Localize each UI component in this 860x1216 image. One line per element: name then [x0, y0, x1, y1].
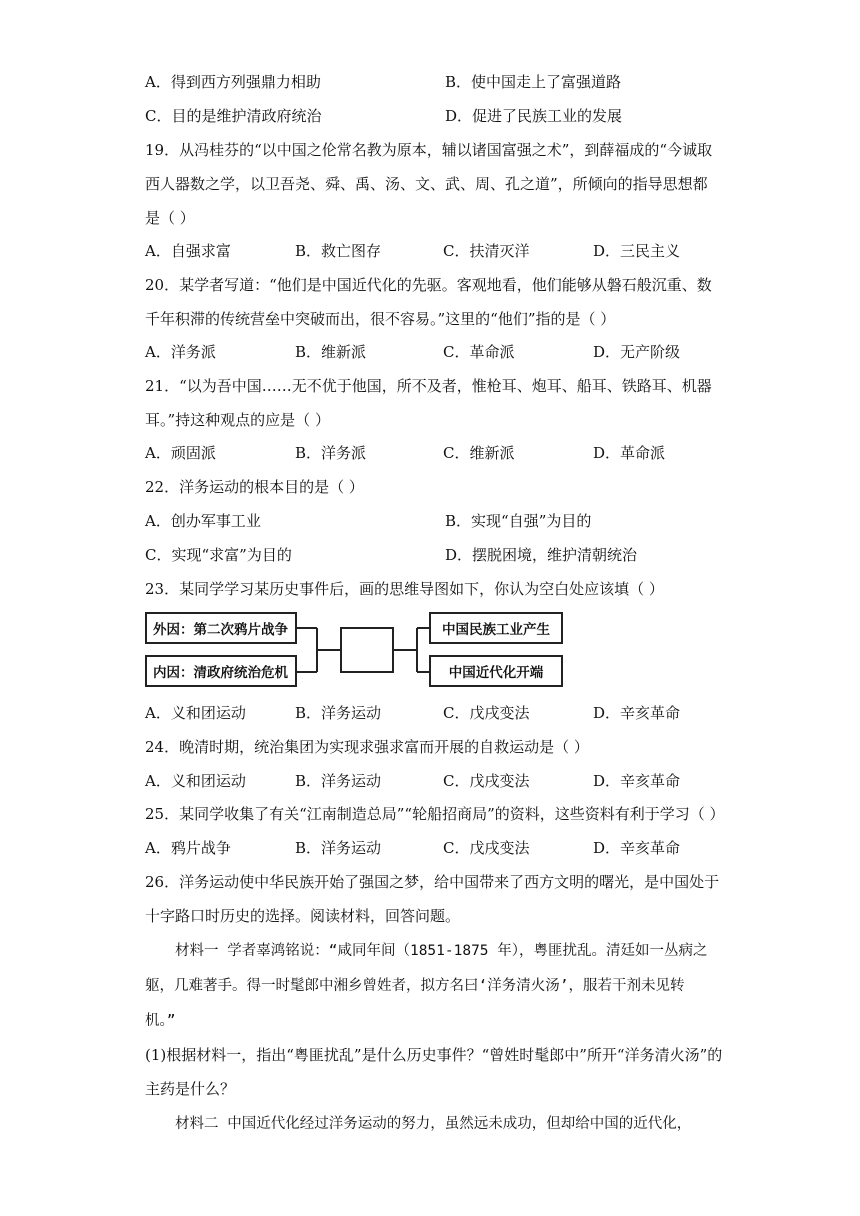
q23-stem: 23．某同学学习某历史事件后，画的思维导图如下，你认为空白处应该填（ ） — [145, 580, 664, 598]
q24-option-c[interactable]: C．戊戌变法 — [443, 772, 530, 790]
q25-options — [145, 838, 745, 858]
q19-option-c[interactable]: C．扶清灭洋 — [443, 242, 530, 260]
q21-option-d[interactable]: D．革命派 — [593, 444, 666, 462]
q23-options — [145, 703, 745, 723]
q22-option-c[interactable]: C．实现“求富”为目的 — [145, 546, 292, 564]
q21-option-b[interactable]: B．洋务派 — [295, 444, 367, 462]
q24-stem: 24．晚清时期，统治集团为实现求强求富而开展的自救运动是（ ） — [145, 738, 589, 756]
material-1-line3: 机。” — [145, 1013, 176, 1029]
q22-option-d[interactable]: D．摆脱困境，维护清朝统治 — [445, 546, 638, 564]
q25-option-a[interactable]: A．鸦片战争 — [145, 839, 231, 857]
q19-option-a[interactable]: A．自强求富 — [145, 242, 231, 260]
q19-stem-line1: 19．从冯桂芬的“以中国之伦常名教为原本，辅以诸国富强之术”，到薛福成的“今诚取 — [145, 141, 713, 159]
material-1-line1: 材料一 学者辜鸿铭说：“咸同年间（1851-1875 年），粤匪扰乱。清廷如一丛病之 — [175, 943, 708, 959]
q21-stem-line2: 耳。”持这种观点的应是（ ） — [145, 411, 330, 429]
q18-option-c[interactable]: C．目的是维护清政府统治 — [145, 107, 322, 125]
inner-cause-box: 内因：清政府统治危机 — [145, 655, 297, 687]
q22-option-a[interactable]: A．创办军事工业 — [145, 512, 261, 530]
q20-option-d[interactable]: D．无产阶级 — [593, 343, 681, 361]
q22-stem: 22．洋务运动的根本目的是（ ） — [145, 478, 364, 496]
outer-cause-box: 外因：第二次鸦片战争 — [145, 612, 297, 644]
q21-stem-line1: 21．“以为吾中国……无不优于他国，所不及者，惟枪耳、炮耳、船耳、铁路耳、机器 — [145, 377, 712, 395]
q25-stem: 25．某同学收集了有关“江南制造总局”“轮船招商局”的资料，这些资料有利于学习（ ） — [145, 805, 725, 823]
effect-box-industry: 中国民族工业产生 — [429, 612, 563, 644]
q18-option-a[interactable]: A．得到西方列强鼎力相助 — [145, 73, 321, 91]
effect-box-modernization: 中国近代化开端 — [429, 655, 563, 687]
q23-option-c[interactable]: C．戊戌变法 — [443, 704, 530, 722]
q21-option-c[interactable]: C．维新派 — [443, 444, 515, 462]
q23-option-b[interactable]: B．洋务运动 — [295, 704, 382, 722]
q22-option-b[interactable]: B．实现“自强”为目的 — [445, 512, 592, 530]
q19-options — [145, 241, 745, 261]
q26-stem-line2: 十字路口时历史的选择。阅读材料，回答问题。 — [145, 907, 461, 925]
q20-stem-line1: 20．某学者写道：“他们是中国近代化的先驱。客观地看，他们能够从磐石般沉重、数 — [145, 276, 712, 294]
q26-sub1-line1: (1)根据材料一，指出“粤匪扰乱”是什么历史事件？“曾姓时髦郎中”所开“洋务清火汤”的 — [145, 1046, 723, 1064]
q21-options — [145, 443, 745, 463]
q20-option-a[interactable]: A．洋务派 — [145, 343, 216, 361]
q18-option-b[interactable]: B．使中国走上了富强道路 — [445, 73, 622, 91]
q25-option-b[interactable]: B．洋务运动 — [295, 839, 382, 857]
q19-option-b[interactable]: B．救亡图存 — [295, 242, 382, 260]
q19-option-d[interactable]: D．三民主义 — [593, 242, 681, 260]
q24-option-d[interactable]: D．辛亥革命 — [593, 772, 681, 790]
q19-stem-line3: 是（ ） — [145, 209, 195, 227]
mind-map-diagram — [145, 608, 605, 694]
q24-options — [145, 771, 745, 791]
q26-stem-line1: 26．洋务运动使中华民族开始了强国之梦，给中国带来了西方文明的曙光，是中国处于 — [145, 873, 720, 891]
q18-option-d[interactable]: D．促进了民族工业的发展 — [445, 107, 623, 125]
q20-option-b[interactable]: B．维新派 — [295, 343, 367, 361]
q20-stem-line2: 千年积滞的传统营垒中突破而出，很不容易。”这里的“他们”指的是（ ） — [145, 310, 616, 328]
material-1-line2: 躯，几难著手。得一时髦郎中湘乡曾姓者，拟方名曰‘洋务清火汤’，服若干剂未见转 — [145, 978, 685, 994]
q21-option-a[interactable]: A．顽固派 — [145, 444, 216, 462]
q26-sub1-line2: 主药是什么？ — [145, 1080, 236, 1098]
q19-stem-line2: 西人器数之学，以卫吾尧、舜、禹、汤、文、武、周、孔之道”，所倾向的指导思想都 — [145, 175, 708, 193]
blank-center-box — [340, 627, 394, 673]
q24-option-a[interactable]: A．义和团运动 — [145, 772, 246, 790]
q20-option-c[interactable]: C．革命派 — [443, 343, 515, 361]
material-2-line1: 材料二 中国近代化经过洋务运动的努力，虽然远未成功，但却给中国的近代化， — [175, 1116, 692, 1132]
q20-options — [145, 342, 745, 362]
q23-option-d[interactable]: D．辛亥革命 — [593, 704, 681, 722]
q23-option-a[interactable]: A．义和团运动 — [145, 704, 246, 722]
q25-option-d[interactable]: D．辛亥革命 — [593, 839, 681, 857]
q25-option-c[interactable]: C．戊戌变法 — [443, 839, 530, 857]
q24-option-b[interactable]: B．洋务运动 — [295, 772, 382, 790]
